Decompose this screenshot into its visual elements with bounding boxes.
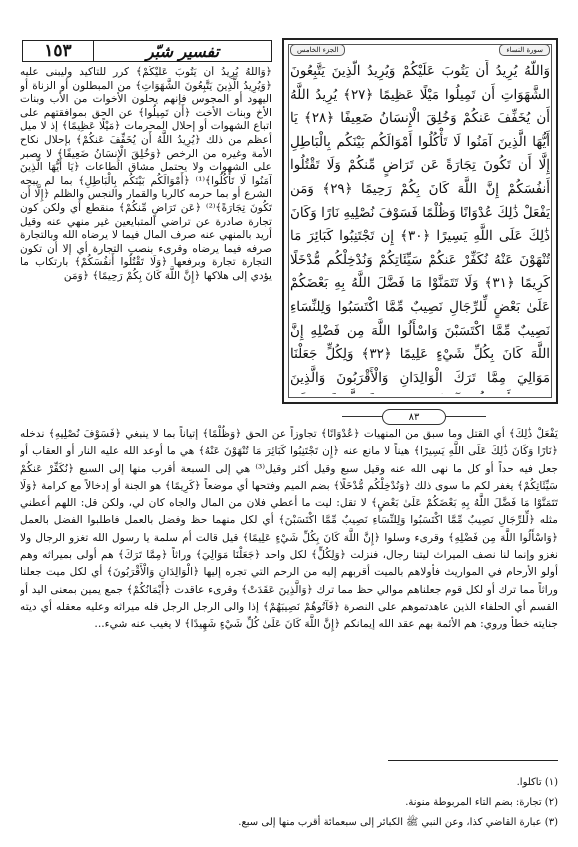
page-number: ١٥٣: [23, 41, 94, 61]
juz-label: الجزء الخامس: [290, 44, 345, 56]
footnote-2: (٢) تجارة: بضم التاء المربوطة منونة.: [405, 797, 558, 808]
page-header: [22, 40, 272, 62]
bottom-commentary: [20, 425, 558, 756]
quran-frame: [282, 38, 558, 404]
quran-frame-header: [290, 42, 550, 58]
commentary-column: [20, 66, 272, 412]
book-title: تفسير شبّر: [145, 41, 220, 61]
footnote-3: (٣) عبارة القاضي كذا، وعن النبي ﷺ الكبائر إلى سبعمائة أقرب منها إلى سبع.: [238, 817, 558, 828]
footnote-separator: [388, 760, 558, 761]
footnote-1: (١) تاكلوا.: [516, 777, 558, 788]
surah-label: سورة النساء: [499, 44, 550, 56]
quran-page-number: ٨٣: [382, 409, 446, 425]
commentary-text: ﴿وَاللَّهُ يُرِيدُ أَن يَتُوبَ عَلَيْكُمْ﴾ كرر للتأكيد وليبنى عليه ﴿وَيُرِيدُ الَّذِينَ يَتَّبِعُونَ الشَّهَوَاتِ﴾ من المبطلون أو الزناة أو اليهود أو المجوس فإنهم يحلون الأخوات من الأب وبنات الأخ وبنات الأخت ﴿أَن تَمِيلُوا﴾ عن الحق بموافقتهم على اتباع الشهوات أو إحلال المحرمات ﴿مَيْلًا عَظِيمًا﴾ إذ لا ميل أعظم من ذلك ﴿يُرِيدُ اللَّهُ أَن يُخَفِّفَ عَنكُمْ﴾ بإحلال نكاح الأمة وغيره من الرخص ﴿وَخُلِقَ الْإِنسَانُ ضَعِيفًا﴾ لا يصبر على الشهوات ولا يحتمل مشاق الطاعات ﴿يَا أَيُّهَا الَّذِينَ آمَنُوا لَا تَأْكُلُوا﴾⁽¹⁾ ﴿أَمْوَالَكُم بَيْنَكُم بِالْبَاطِلِ﴾ بما لم يبحه الشرع أو بما حرمه كالربا والقمار والنجس والظلم ﴿إِلَّا أَن تَكُونَ تِجَارَةً﴾⁽²⁾ ﴿عَن تَرَاضٍ مِّنكُمْ﴾ منقطع أي ولكن كون تجارة صادرة عن تراضي المتبايعين غير منهي عنه وقيل أريد بالمنهي عنه صرف المال فيما لا يرضاه الله وبالتجارة صرفه فيما يرضاه وقرىء بنصب التجارة أي إلا أن تكون التجارة تجارة وبرفعها ﴿وَلَا تَقْتُلُوا أَنفُسَكُمْ﴾ بارتكاب ما يؤدي إلى هلاكها ﴿إِنَّ اللَّهَ كَانَ بِكُمْ رَحِيمًا﴾ ﴿وَمَن: [20, 66, 272, 282]
quran-verses: وَاللَّهُ يُرِيدُ أَن يَتُوبَ عَلَيْكُمْ وَيُرِيدُ الَّذِينَ يَتَّبِعُونَ الشَّهَوَاتِ أَن تَمِيلُوا مَيْلًا عَظِيمًا ﴿٢٧﴾ يُرِيدُ اللَّهُ أَن يُخَفِّفَ عَنكُمْ وَخُلِقَ الْإِنسَانُ ضَعِيفًا ﴿٢٨﴾ يَا أَيُّهَا الَّذِينَ آمَنُوا لَا تَأْكُلُوا أَمْوَالَكُم بَيْنَكُم بِالْبَاطِلِ إِلَّا أَن تَكُونَ تِجَارَةً عَن تَرَاضٍ مِّنكُمْ وَلَا تَقْتُلُوا أَنفُسَكُمْ إِنَّ اللَّهَ كَانَ بِكُمْ رَحِيمًا ﴿٢٩﴾ وَمَن يَفْعَلْ ذَٰلِكَ عُدْوَانًا وَظُلْمًا فَسَوْفَ نُصْلِيهِ نَارًا وَكَانَ ذَٰلِكَ عَلَى اللَّهِ يَسِيرًا ﴿٣٠﴾ إِن تَجْتَنِبُوا كَبَائِرَ مَا تُنْهَوْنَ عَنْهُ نُكَفِّرْ عَنكُمْ سَيِّئَاتِكُمْ وَنُدْخِلْكُم مُّدْخَلًا كَرِيمًا ﴿٣١﴾ وَلَا تَتَمَنَّوْا مَا فَضَّلَ اللَّهُ بِهِ بَعْضَكُمْ عَلَىٰ بَعْضٍ لِّلرِّجَالِ نَصِيبٌ مِّمَّا اكْتَسَبُوا وَلِلنِّسَاءِ نَصِيبٌ مِّمَّا اكْتَسَبْنَ وَاسْأَلُوا اللَّهَ مِن فَضْلِهِ إِنَّ اللَّهَ كَانَ بِكُلِّ شَيْءٍ عَلِيمًا ﴿٣٢﴾ وَلِكُلٍّ جَعَلْنَا مَوَالِيَ مِمَّا تَرَكَ الْوَالِدَانِ وَالْأَقْرَبُونَ وَالَّذِينَ: [290, 64, 550, 386]
bottom-commentary-text: يَفْعَلْ ذَٰلِكَ﴾ أي القتل وما سبق من المنهيات ﴿عُدْوَانًا﴾ تجاوزاً عن الحق ﴿وَظُلْمًا﴾ إتياناً بما لا ينبغي ﴿فَسَوْفَ نُصْلِيهِ﴾ ندخله ﴿نَارًا وَكَانَ ذَٰلِكَ عَلَى اللَّهِ يَسِيرًا﴾ هيناً لا مانع عنه ﴿إِن تَجْتَنِبُوا كَبَائِرَ مَا تُنْهَوْنَ عَنْهُ﴾ هي ما أوعد الله عليه النار أو العقاب أو جعل فيه حداً أو كل ما نهى الله عنه وقيل سبع وقيل أكثر وقيل⁽³⁾ هي إلى السبعة أقرب منها إلى السبع ﴿نُكَفِّرْ عَنكُمْ سَيِّئَاتِكُمْ﴾ يغفر لكم ما سوى ذلك ﴿وَنُدْخِلْكُم مُّدْخَلًا﴾ بضم الميم وفتحها أي موضعاً ﴿كَرِيمًا﴾ هو الجنة أو إدخالاً مع كرامة ﴿وَلَا تَتَمَنَّوْا مَا فَضَّلَ اللَّهُ بِهِ بَعْضَكُمْ عَلَىٰ بَعْضٍ﴾ لا تقل: ليت ما أعطي فلان من المال والجاه كان لي، ولكن قل: اللهم أعطني مثله ﴿لِّلرِّجَالِ نَصِيبٌ مِّمَّا اكْتَسَبُوا وَلِلنِّسَاءِ نَصِيبٌ مِّمَّا اكْتَسَبْنَ﴾ أي لكل منهما حظ وفضل بالعمل فاطلبوا الفضل بالعمل ﴿وَاسْأَلُوا اللَّهَ مِن فَضْلِهِ﴾ وقرىء وسلوا ﴿إِنَّ اللَّهَ كَانَ بِكُلِّ شَيْءٍ عَلِيمًا﴾ قيل قالت أم سلمة يا رسول الله تغزو الرجال ولا نغزو وإنما لنا نصف الميراث ليتنا رجال، فنزلت ﴿وَلِكُلٍّ﴾ لكل واحد ﴿جَعَلْنَا مَوَالِيَ﴾ وراثاً ﴿مِمَّا تَرَكَ﴾ هم أولى بميراثه وهم أولو الأرحام في المواريث فأولاهم بالميت أقربهم إليه من الرحم التي تجره إليها ﴿الْوَالِدَانِ وَالْأَقْرَبُونَ﴾ أي لكل ميت جعلنا وراثاً مما ترك أو لكل قوم جعلناهم موالي حظ مما ترك ﴿وَالَّذِينَ عَقَدَتْ﴾ وقرىء عاقدت ﴿أَيْمَانُكُمْ﴾ جمع يمين بمعنى اليد أو القسم أي الحلفاء الذين عاهدتموهم على النصرة ﴿فَآتُوهُمْ نَصِيبَهُمْ﴾ إذا والى الرجل الرجل فله ميراثه وعليه معقله أي ديته جنايته خطأ وروي: هم الأئمة بهم عقد الله إيمانكم ﴿إِنَّ اللَّهَ كَانَ عَلَىٰ كُلِّ شَيْءٍ شَهِيدًا﴾ لا يغيب عنه شيء...: [20, 427, 558, 631]
quran-text: [290, 60, 550, 394]
